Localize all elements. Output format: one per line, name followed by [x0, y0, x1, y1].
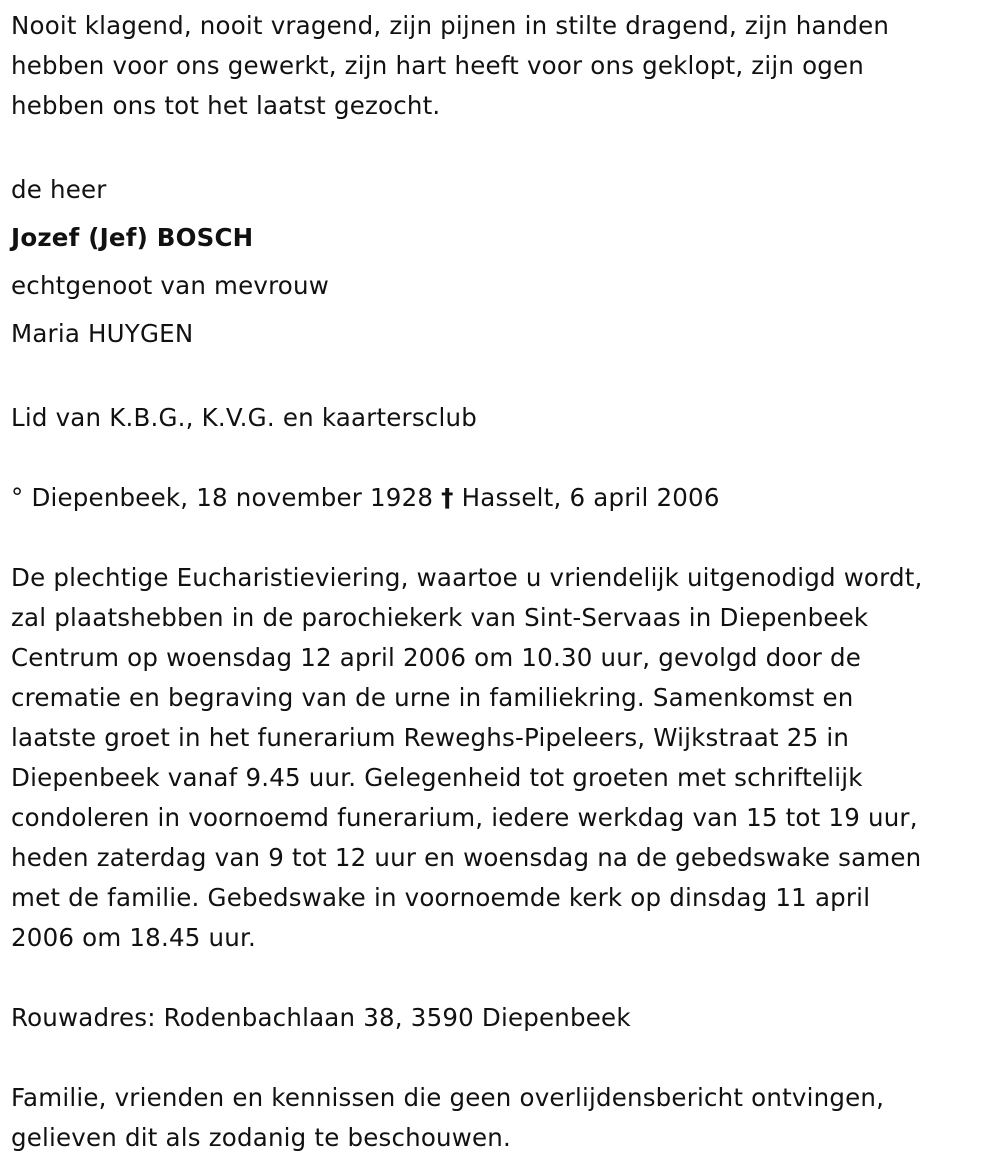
spacer — [11, 438, 988, 478]
spacer — [11, 1038, 988, 1078]
spacer — [11, 126, 988, 166]
birth-symbol: ° — [11, 483, 24, 512]
deceased-prefix: de heer — [11, 175, 107, 204]
intro-poem: Nooit klagend, nooit vragend, zijn pijnen in stilte dragend, zijn handen hebben voor ons gewerkt, zijn hart heeft voor ons geklopt, zijn ogen hebben ons tot het laatst gezocht. — [11, 11, 890, 120]
spouse-name: Maria HUYGEN — [11, 319, 194, 348]
spouse-relation: echtgenoot van mevrouw — [11, 271, 329, 300]
service-details: De plechtige Eucharistieviering, waartoe u vriendelijk uitgenodigd wordt, zal plaatshebben in de parochiekerk van Sint-Servaas in Diepenbeek Centrum op woensdag 12 april 2006 om 10.30 uur, gevolgd door de crematie en begraving van de urne in familiekring. Samenkomst en laatste groet in het funerarium Reweghs-Pipeleers, Wijkstraat 25 in Diepenbeek vanaf 9.45 uur. Gelegenheid tot groeten met schriftelijk condoleren in voornoemd funerarium, iedere werkdag van 15 tot 19 uur, heden zaterdag van 9 tot 12 uur en woensdag na de gebedswake samen met de familie. Gebedswake in voornoemde kerk op dinsdag 11 april 2006 om 18.45 uur. — [11, 563, 923, 952]
mourning-address: Rouwadres: Rodenbachlaan 38, 3590 Diepenbeek — [11, 1003, 631, 1032]
closing-note: Familie, vrienden en kennissen die geen overlijdensbericht ontvingen, gelieven dit als zodanig te beschouwen. — [11, 1083, 885, 1152]
birth-death-line — [11, 478, 988, 518]
death-place-date: Hasselt, 6 april 2006 — [461, 483, 720, 512]
birth-place-date: Diepenbeek, 18 november 1928 — [31, 483, 434, 512]
spacer — [11, 518, 988, 558]
deceased-name: Jozef (Jef) BOSCH — [11, 223, 254, 252]
membership-text: Lid van K.B.G., K.V.G. en kaartersclub — [11, 403, 477, 432]
cross-icon: † — [441, 483, 454, 512]
spacer — [11, 358, 988, 398]
spacer — [11, 958, 988, 998]
